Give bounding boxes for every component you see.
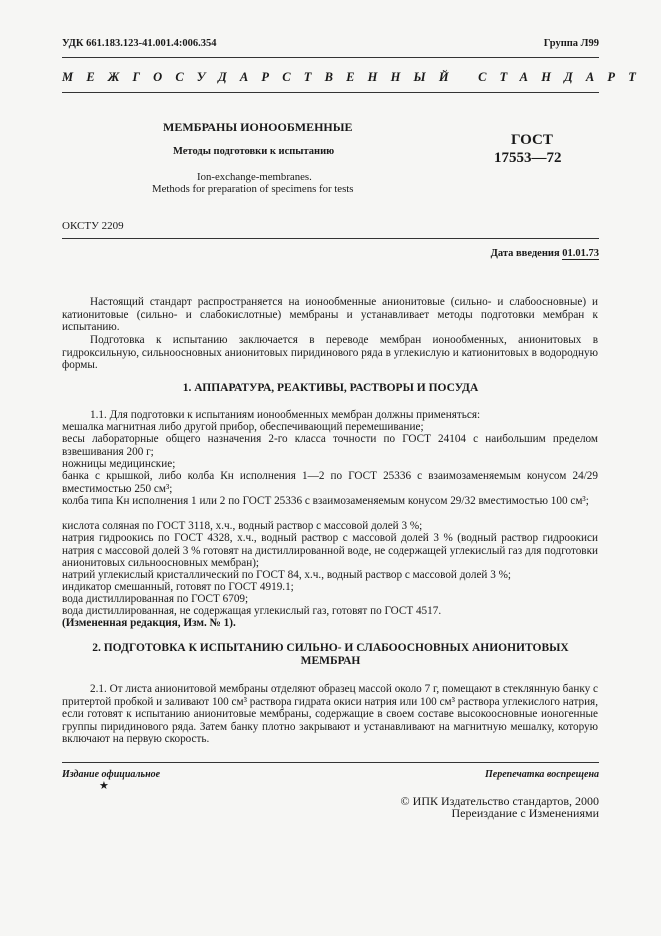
list-item: мешалка магнитная либо другой прибор, обеспечивающий перемешивание; [62,421,424,433]
reissue-note: Переиздание с Изменениями [451,806,599,820]
list-item: колба типа Кн исполнения 1 или 2 по ГОСТ 25336 с взаимозаменяемым конусом 29/32 вместимостью 100 см³; [62,495,589,507]
intro-date [491,248,599,259]
copyright: © ИПК Издательство стандартов, 2000 [400,794,599,808]
title-en-1: Ion-exchange-membranes. [197,171,312,183]
list-item: натрия гидроокись по ГОСТ 4328, х.ч., водный раствор с массовой долей 3 % (водный раствор гидроокиси натрия с массовой долей 3 % готовят на дистиллированной воде, не содержащей углекислый газ для подготовки анионитовых сильноосновных мембран); [62,532,598,570]
list-item: индикатор смешанный, готовят по ГОСТ 4919.1; [62,581,294,593]
list-item: натрий углекислый кристаллический по ГОСТ 84, х.ч., водный раствор с массовой долей 3 %; [62,569,512,581]
list-item: вода дистиллированная, не содержащая углекислый газ, готовят по ГОСТ 4517. [62,605,442,617]
star-icon: ★ [99,780,109,792]
group-code: Группа Л99 [543,38,599,49]
header-rule [62,57,599,58]
gost-label: ГОСТ [511,132,553,148]
section-1-1: 1.1. Для подготовки к испытаниям ионообменных мембран должны применяться: [90,409,481,421]
list-item: вода дистиллированная по ГОСТ 6709; [62,593,249,605]
section-2-1: 2.1. От листа анионитовой мембраны отделяют образец массой около 7 г, помещают в стеклянную банку с притертой пробкой и заливают 100 см³ раствора гидрата окиси натрия или 100 см³ раствора углекислого натрия, если готовят к испытанию анионитовые мембраны, содержащие в своем составе высокоосновные ионогенные группы пиридинового ряда. Затем банку плотно закрывают и устанавливают на магнитную мешалку, которую включают на первую скорость. [62,683,598,746]
intro-date-label: Дата введения [490,248,560,259]
title-en-2: Methods for preparation of specimens for tests [152,183,354,195]
intro-date-value: 01.01.73 [562,248,599,259]
list-item: весы лабораторные общего назначения 2-го класса точности по ГОСТ 24104 с наибольшим пределом взвешивания 200 г; [62,433,598,458]
gost-number: 17553—72 [494,150,562,166]
subtitle-ru: Методы подготовки к испытанию [173,146,335,157]
official-edition: Издание официальное [62,769,161,780]
list-item: кислота соляная по ГОСТ 3118, х.ч., водный раствор с массовой долей 3 %; [62,520,423,532]
list-item: банка с крышкой, либо колба Кн исполнения 1—2 по ГОСТ 25336 с взаимозаменяемым конусом 24/29 вместимостью 250 см³; [62,470,598,495]
list-item: ножницы медицинские; [62,458,176,470]
standard-banner: МЕЖГОСУДАРСТВЕННЫЙ СТАНДАРТ [62,70,650,84]
okstu-rule [62,238,599,239]
section-2-heading-line-2: МЕМБРАН [300,655,361,667]
revision-note: (Измененная редакция, Изм. № 1). [62,617,236,629]
banner-rule [62,92,599,93]
intro-paragraph-2: Подготовка к испытанию заключается в переводе мембран ионообменных, анионитовых в гидроксильную, сильноосновных анионитовых пиридинового ряда в углекислую и катионитовых в водородную формы. [62,334,598,372]
section-1-heading: 1. АППАРАТУРА, РЕАКТИВЫ, РАСТВОРЫ И ПОСУДА [182,382,479,394]
footer-rule [62,762,599,763]
title-ru: МЕМБРАНЫ ИОНООБМЕННЫЕ [163,120,353,134]
okstu-code: ОКСТУ 2209 [62,220,124,232]
reprint-prohibited: Перепечатка воспрещена [485,769,599,780]
section-2-heading-line-1: 2. ПОДГОТОВКА К ИСПЫТАНИЮ СИЛЬНО- И СЛАБООСНОВНЫХ АНИОНИТОВЫХ [92,642,569,654]
udk-code: УДК 661.183.123-41.001.4:006.354 [62,38,217,49]
intro-paragraph-1: Настоящий стандарт распространяется на ионообменные анионитовые (сильно- и слабоосновные) и катионитовые (сильно- и слабокислотные) мембраны и устанавливает методы подготовки мембран к испытанию. [62,296,598,334]
